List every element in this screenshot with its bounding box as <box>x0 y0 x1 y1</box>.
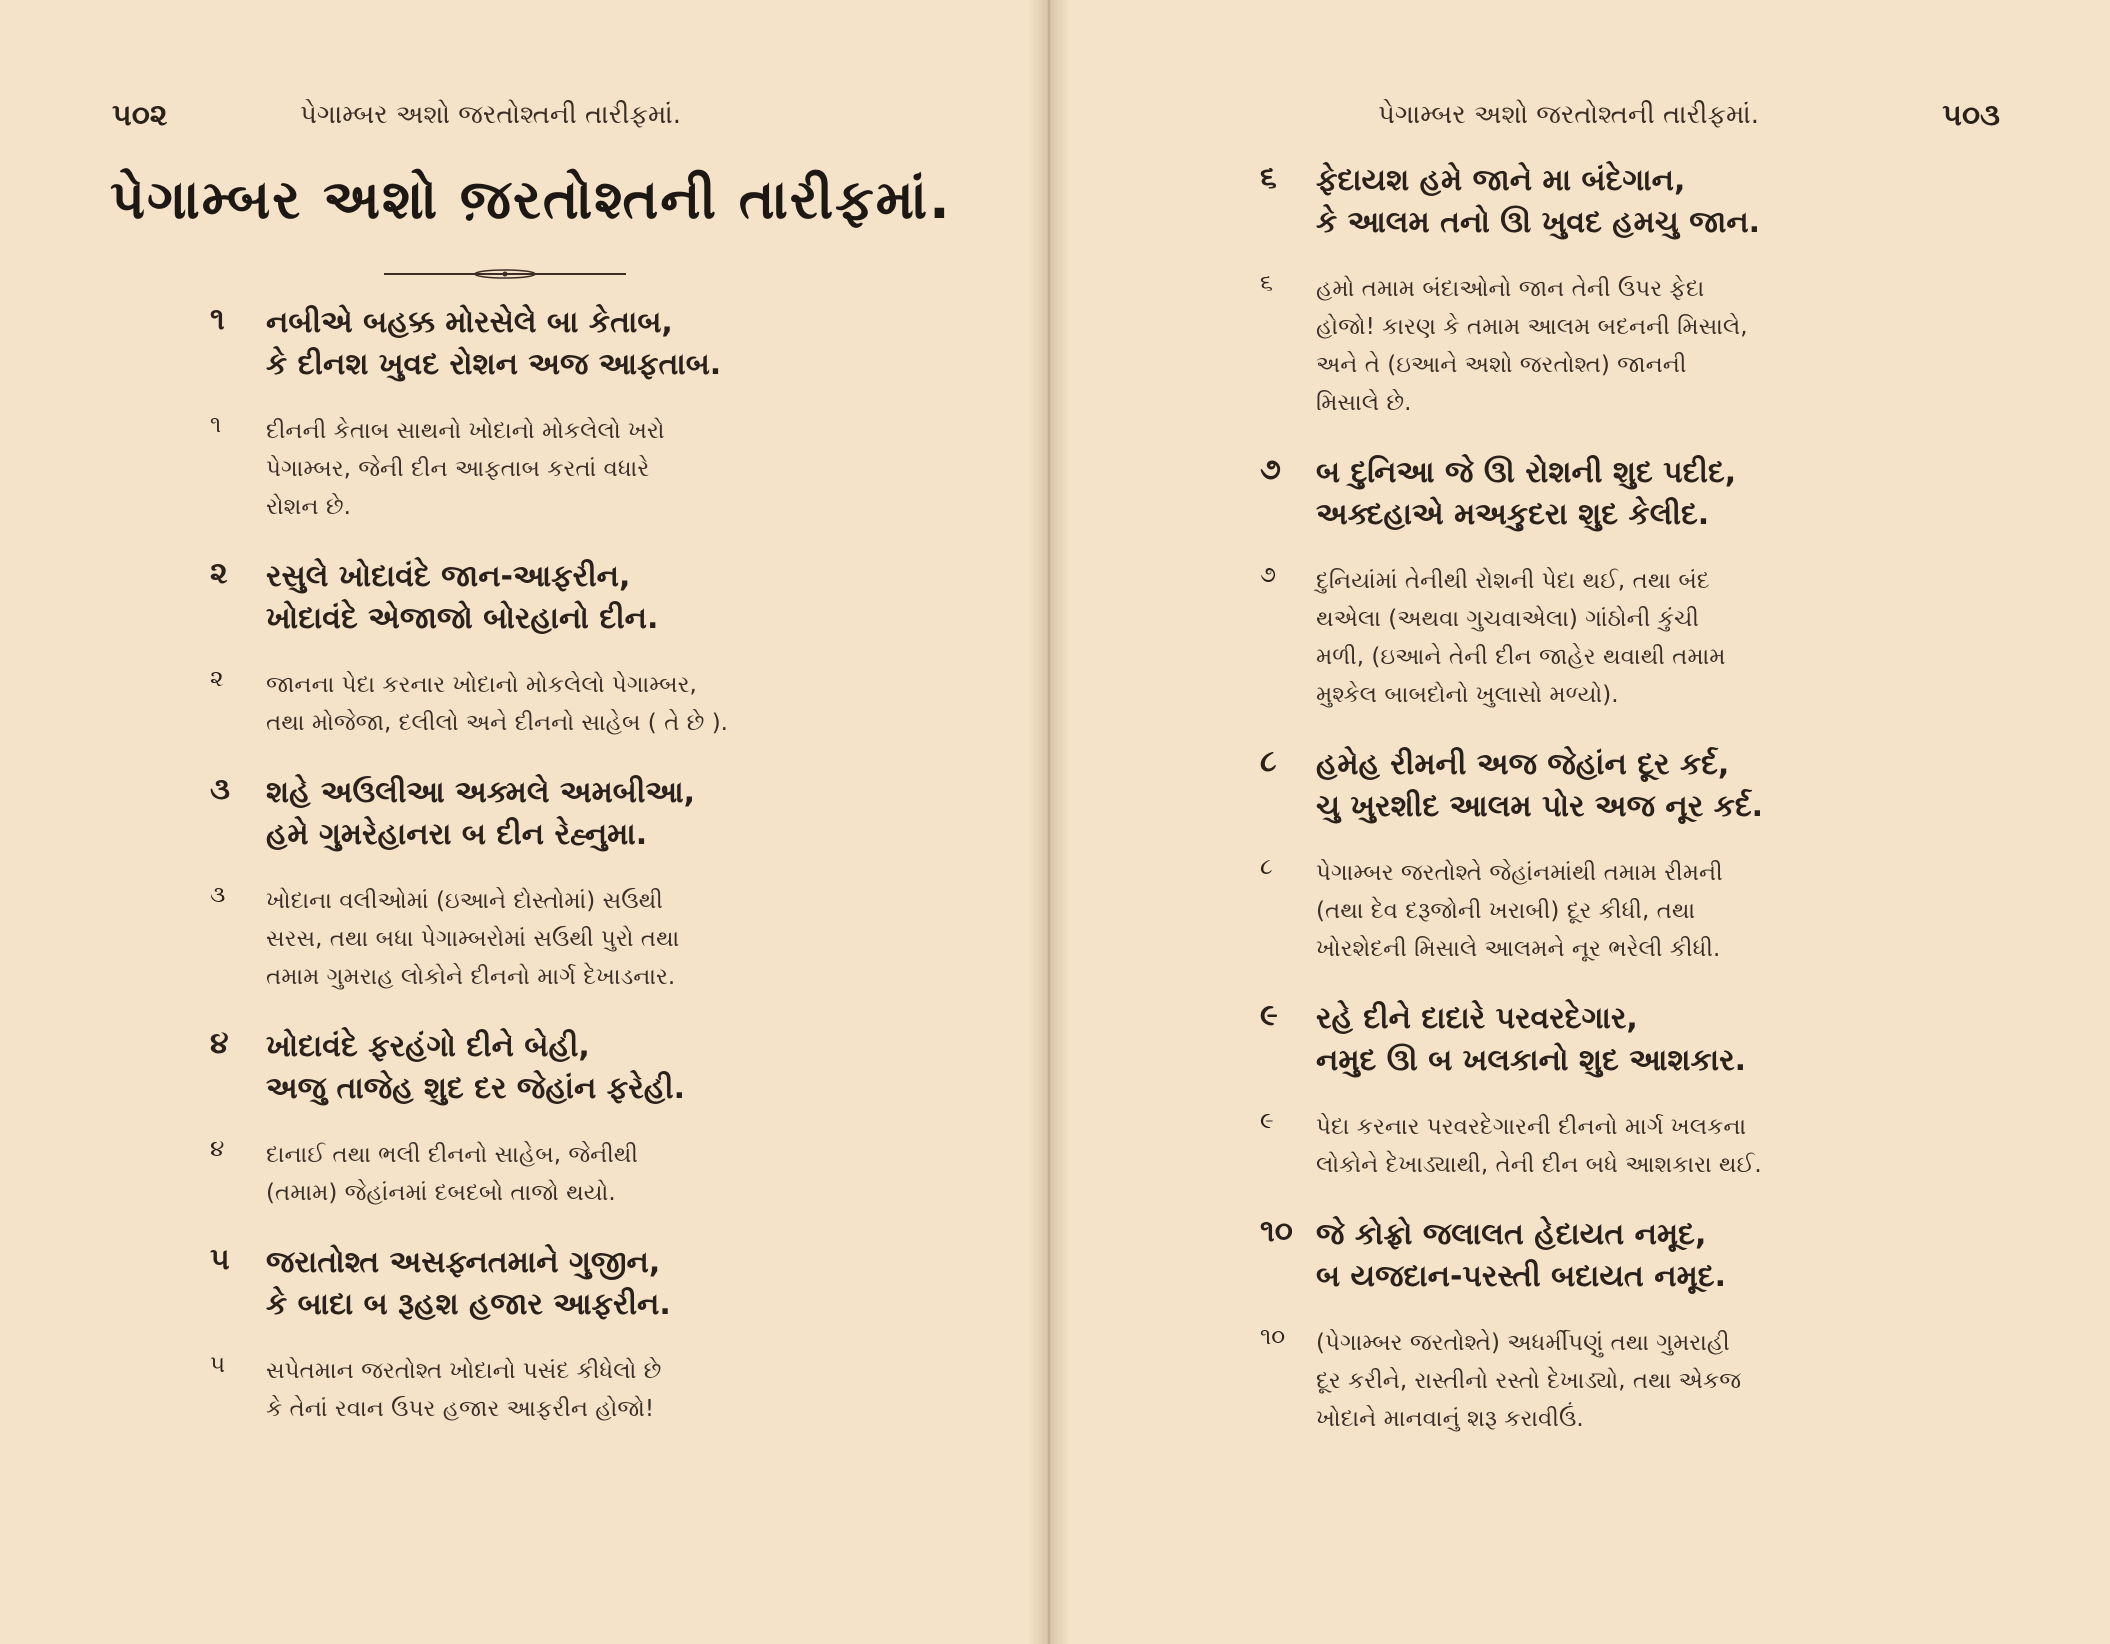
translation-line: પેગામ્બર જરતોશ્તે જેહાંનમાંથી તમામ રીમની <box>1316 860 1723 886</box>
verse-number: ૪ <box>210 1136 225 1162</box>
verse-translation <box>1260 1108 1900 1184</box>
verse-number: ૩ <box>210 882 226 908</box>
verse-translation <box>1260 270 1900 422</box>
verse-number: ૧ <box>210 302 225 337</box>
verse-couplet <box>210 302 790 386</box>
verse-line: અજુ તાજેહ શુદ દર જેહાંન ફરેહી. <box>266 1071 686 1106</box>
verse-couplet <box>210 772 790 856</box>
translation-line: દુનિયાંમાં તેનીથી રોશની પેદા થઈ, તથા બંદ <box>1316 568 1710 594</box>
title-ornament <box>380 268 630 280</box>
verse-line: નમુદ ઊ બ ખલકાનો શુદ આશકાર. <box>1316 1043 1746 1078</box>
running-head: પેગામ્બર અશો જરતોશ્તની તારીફમાં. <box>300 100 682 130</box>
book-gutter <box>1028 0 1070 1644</box>
verse-line: ખોદાવંદે એજાજો બોરહાનો દીન. <box>266 601 659 636</box>
verse-number: ૬ <box>1260 160 1277 195</box>
verse-number: ૭ <box>1260 562 1276 588</box>
verse-couplet <box>1260 744 1900 828</box>
verse-line: રસુલે ખોદાવંદે જાન-આફરીન, <box>266 559 631 594</box>
verse-translation <box>210 1136 790 1212</box>
verse-line: અક્દહાએ મઅકુદરા શુદ કેલીદ. <box>1316 497 1710 532</box>
translation-line: સપેતમાન જરતોશ્ત ખોદાનો પસંદ કીધેલો છે <box>266 1358 662 1384</box>
translation-line: ખોદાના વલીઓમાં (ઇઆને દોસ્તોમાં) સઉથી <box>266 888 663 914</box>
translation-line: થએલા (અથવા ગુચવાએલા) ગાંઠોની કુંચી <box>1316 606 1699 632</box>
running-head: પેગામ્બર અશો જરતોશ્તની તારીફમાં. <box>1378 100 1760 130</box>
translation-line: (તથા દેવ દરૂજોની ખરાબી) દૂર કીધી, તથા <box>1316 898 1696 924</box>
verse-line: કે દીનશ ખુવદ રોશન અજ આફતાબ. <box>266 347 722 382</box>
translation-line: મિસાલે છે. <box>1316 390 1412 416</box>
verse-line: કે બાદા બ રૂહશ હજાર આફરીન. <box>266 1287 671 1322</box>
translation-line: રોશન છે. <box>266 494 351 520</box>
verse-translation <box>210 1352 790 1428</box>
verse-line: કે આલમ તનો ઊ ખુવદ હમચુ જાન. <box>1316 205 1761 240</box>
verse-line: શહે અઉલીઆ અક્મલે અમબીઆ, <box>266 775 696 810</box>
translation-line: દૂર કરીને, રાસ્તીનો રસ્તો દેખાડ્યો, તથા એકજ <box>1316 1368 1741 1394</box>
verse-number: ૯ <box>1260 1108 1274 1134</box>
verse-line: ચુ ખુરશીદ આલમ પોર અજ નૂર કર્દ. <box>1316 789 1764 824</box>
verse-number: ૬ <box>1260 270 1273 296</box>
translation-line: કે તેનાં રવાન ઉપર હજાર આફરીન હોજો! <box>266 1396 655 1422</box>
verse-number: ૧૦ <box>1260 1324 1286 1350</box>
translation-line: મળી, (ઇઆને તેની દીન જાહેર થવાથી તમામ <box>1316 644 1726 670</box>
verse-number: ૨ <box>210 556 228 591</box>
translation-line: લોકોને દેખાડ્યાથી, તેની દીન બધે આશકારા થઈ. <box>1316 1152 1762 1178</box>
translation-line: મુશ્કેલ બાબદોનો ખુલાસો મળ્યો). <box>1316 682 1619 708</box>
verse-line: જે કોફ્રો જલાલત હેદાયત નમૂદ, <box>1316 1217 1707 1252</box>
translation-line: ખોદાને માનવાનું શરૂ કરાવીઉં. <box>1316 1406 1584 1432</box>
verse-couplet <box>210 1242 790 1326</box>
verse-number: ૭ <box>1260 452 1281 487</box>
verse-couplet <box>210 556 790 640</box>
verse-couplet <box>1260 1214 1900 1298</box>
page-title: પેગામ્બર અશો જ઼રતોશ્તની તારીફમાં. <box>110 168 952 231</box>
right-page <box>1048 0 2110 1644</box>
verse-number: ૮ <box>1260 854 1273 880</box>
left-page <box>0 0 1048 1644</box>
verse-couplet <box>1260 998 1900 1082</box>
verse-number: ૨ <box>210 666 224 692</box>
verse-translation <box>1260 1324 1900 1438</box>
translation-line: સરસ, તથા બધા પેગામ્બરોમાં સઉથી પુરો તથા <box>266 926 680 952</box>
right-page-content <box>1260 160 1900 1468</box>
verse-translation <box>210 882 790 996</box>
verse-couplet <box>1260 452 1900 536</box>
translation-line: જાનના પેદા કરનાર ખોદાનો મોકલેલો પેગામ્બર, <box>266 672 697 698</box>
translation-line: અને તે (ઇઆને અશો જરતોશ્ત) જાનની <box>1316 352 1687 378</box>
verse-number: ૫ <box>210 1352 226 1378</box>
translation-line: (તમામ) જેહાંનમાં દબદબો તાજો થયો. <box>266 1180 616 1206</box>
translation-line: હમો તમામ બંદાઓનો જાન તેની ઉપર ફેદા <box>1316 276 1705 302</box>
verse-translation <box>1260 854 1900 968</box>
verse-translation <box>210 666 790 742</box>
verse-couplet <box>210 1026 790 1110</box>
translation-line: ખોરશેદની મિસાલે આલમને નૂર ભરેલી કીધી. <box>1316 936 1721 962</box>
verse-line: હમેહ રીમની અજ જેહાંન દૂર કર્દ, <box>1316 747 1730 782</box>
verse-line: ફેદાયશ હમે જાને મા બંદેગાન, <box>1316 163 1686 198</box>
verse-line: ખોદાવંદે ફરહંગો દીને બેહી, <box>266 1029 590 1064</box>
translation-line: (પેગામ્બર જરતોશ્તે) અધર્મીપણું તથા ગુમરાહી <box>1316 1330 1730 1356</box>
verse-line: બ દુનિઆ જે ઊ રોશની શુદ પદીદ, <box>1316 455 1737 490</box>
verse-translation <box>210 412 790 526</box>
page-number: ૫૦૨ <box>112 98 168 133</box>
verse-number: ૮ <box>1260 744 1277 779</box>
verse-line: રહે દીને દાદારે પરવરદેગાર, <box>1316 1001 1638 1036</box>
page-number: ૫૦૩ <box>1942 98 2000 133</box>
translation-line: તમામ ગુમરાહ લોકોને દીનનો માર્ગ દેખાડનાર. <box>266 964 676 990</box>
translation-line: પેદા કરનાર પરવરદેગારની દીનનો માર્ગ ખલકના <box>1316 1114 1747 1140</box>
translation-line: દીનની કેતાબ સાથનો ખોદાનો મોકલેલો ખરો <box>266 418 665 444</box>
verse-number: ૪ <box>210 1026 229 1061</box>
translation-line: તથા મોજેજા, દલીલો અને દીનનો સાહેબ ( તે છે ). <box>266 710 728 736</box>
verse-line: નબીએ બહક્ક મોરસેલે બા કેતાબ, <box>266 305 673 340</box>
verse-number: ૯ <box>1260 998 1278 1033</box>
verse-translation <box>1260 562 1900 714</box>
verse-number: ૧૦ <box>1260 1214 1293 1249</box>
verse-line: જરાતોશ્ત અસફ્નતમાને ગુજીન, <box>266 1245 661 1280</box>
verse-line: બ યજદાન-પરસ્તી બદાયત નમૂદ. <box>1316 1259 1726 1294</box>
translation-line: પેગામ્બર, જેની દીન આફતાબ કરતાં વધારે <box>266 456 650 482</box>
verse-number: ૩ <box>210 772 230 807</box>
translation-line: દાનાઈ તથા ભલી દીનનો સાહેબ, જેનીથી <box>266 1142 639 1168</box>
translation-line: હોજો! કારણ કે તમામ આલમ બદનની મિસાલે, <box>1316 314 1748 340</box>
verse-number: ૧ <box>210 412 222 438</box>
verse-number: ૫ <box>210 1242 230 1277</box>
verse-line: હમે ગુમરેહાનરા બ દીન રેહ્નુમા. <box>266 817 648 852</box>
verse-couplet <box>1260 160 1900 244</box>
left-page-content <box>210 302 790 1458</box>
